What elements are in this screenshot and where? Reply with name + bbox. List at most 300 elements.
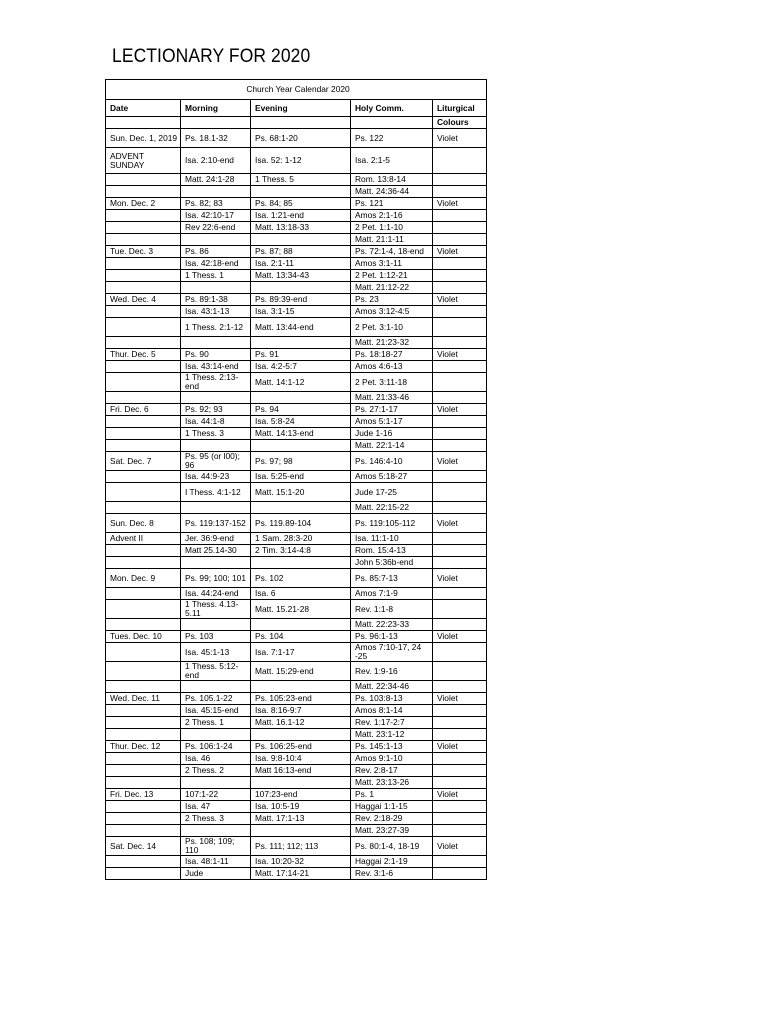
date-cell (106, 282, 181, 294)
morning-cell: Ps. 18.1-32 (181, 129, 251, 148)
evening-cell: Isa. 3:1-15 (251, 306, 351, 318)
date-cell: Sun. Dec. 8 (106, 514, 181, 533)
colour-cell: Violet (433, 837, 487, 856)
morning-cell: I Thess. 4:1-12 (181, 483, 251, 502)
date-cell: Sun. Dec. 1, 2019 (106, 129, 181, 148)
evening-cell: Isa. 4:2-5:7 (251, 361, 351, 373)
date-cell (106, 174, 181, 186)
date-cell: Wed. Dec. 11 (106, 693, 181, 705)
table-row (106, 837, 487, 856)
morning-cell: Isa. 44:1-8 (181, 416, 251, 428)
colour-cell: Violet (433, 693, 487, 705)
evening-cell: Isa. 5:8-24 (251, 416, 351, 428)
colour-cell: Violet (433, 569, 487, 588)
evening-cell: Isa. 5:25-end (251, 471, 351, 483)
evening-cell (251, 825, 351, 837)
morning-cell: Ps. 90 (181, 349, 251, 361)
subheader-row (106, 117, 487, 129)
morning-cell (181, 681, 251, 693)
holy-comm-cell: Matt. 22:1-14 (351, 440, 433, 452)
table-row (106, 428, 487, 440)
holy-comm-cell: Isa. 11:1-10 (351, 533, 433, 545)
holy-comm-cell: Amos 2:1-16 (351, 210, 433, 222)
table-row (106, 361, 487, 373)
date-cell (106, 392, 181, 404)
morning-cell: 1 Thess. 5:12-end (181, 662, 251, 681)
table-row (106, 440, 487, 452)
table-row (106, 705, 487, 717)
colour-cell (433, 619, 487, 631)
holy-comm-cell: Ps. 146:4-10 (351, 452, 433, 471)
holy-comm-cell: Matt. 23:13-26 (351, 777, 433, 789)
table-row (106, 222, 487, 234)
colour-cell (433, 306, 487, 318)
evening-cell: Isa. 2:1-11 (251, 258, 351, 270)
subheader-blank (251, 117, 351, 129)
evening-cell: Matt. 14:1-12 (251, 373, 351, 392)
morning-cell: Ps. 108; 109; 110 (181, 837, 251, 856)
evening-cell: Matt. 15:1-20 (251, 483, 351, 502)
date-cell (106, 186, 181, 198)
table-row (106, 174, 487, 186)
evening-cell (251, 502, 351, 514)
table-row (106, 258, 487, 270)
table-row (106, 868, 487, 880)
date-cell (106, 318, 181, 337)
morning-cell: 1 Thess. 1 (181, 270, 251, 282)
evening-cell: Matt. 16.1-12 (251, 717, 351, 729)
morning-cell: Isa. 44:24-end (181, 588, 251, 600)
evening-cell: Matt. 17:1-13 (251, 813, 351, 825)
holy-comm-cell: 2 Pet. 3:1-10 (351, 318, 433, 337)
table-row (106, 600, 487, 619)
table-row (106, 643, 487, 662)
evening-cell: Matt. 15:29-end (251, 662, 351, 681)
morning-cell: Isa. 42:10-17 (181, 210, 251, 222)
colour-cell (433, 282, 487, 294)
holy-comm-cell: Rev. 1:1-8 (351, 600, 433, 619)
date-cell: Sat. Dec. 7 (106, 452, 181, 471)
evening-cell (251, 186, 351, 198)
holy-comm-cell: Ps. 23 (351, 294, 433, 306)
colour-cell: Violet (433, 789, 487, 801)
morning-cell: Isa. 43:1-13 (181, 306, 251, 318)
morning-cell: 2 Thess. 2 (181, 765, 251, 777)
table-row (106, 306, 487, 318)
evening-cell: Isa. 9:8-10:4 (251, 753, 351, 765)
evening-cell (251, 729, 351, 741)
holy-comm-cell: Amos 5:1-17 (351, 416, 433, 428)
morning-cell: Matt 25.14-30 (181, 545, 251, 557)
date-cell (106, 753, 181, 765)
colour-cell (433, 717, 487, 729)
morning-cell: Isa. 47 (181, 801, 251, 813)
colour-cell (433, 765, 487, 777)
holy-comm-cell: Ps. 80:1-4, 18-19 (351, 837, 433, 856)
colour-cell: Violet (433, 452, 487, 471)
colour-cell (433, 210, 487, 222)
holy-comm-cell: Amos 3:12-4:5 (351, 306, 433, 318)
colour-cell: Violet (433, 741, 487, 753)
holy-comm-cell: Amos 3:1-11 (351, 258, 433, 270)
morning-cell: Isa. 48:1-11 (181, 856, 251, 868)
table-row (106, 270, 487, 282)
table-row (106, 318, 487, 337)
morning-cell: 1 Thess. 2:1-12 (181, 318, 251, 337)
table-row (106, 234, 487, 246)
holy-comm-cell: Matt. 22:15-22 (351, 502, 433, 514)
evening-cell (251, 557, 351, 569)
date-cell (106, 222, 181, 234)
header-liturgical: Liturgical (433, 100, 487, 117)
holy-comm-cell: Ps. 145:1-13 (351, 741, 433, 753)
table-row (106, 533, 487, 545)
holy-comm-cell: Amos 7:10-17, 24 -25 (351, 643, 433, 662)
evening-cell: Ps. 111; 112; 113 (251, 837, 351, 856)
morning-cell (181, 825, 251, 837)
colour-cell (433, 753, 487, 765)
colour-cell: Violet (433, 349, 487, 361)
holy-comm-cell: Ps. 1 (351, 789, 433, 801)
morning-cell: Rev 22:6-end (181, 222, 251, 234)
colour-cell (433, 545, 487, 557)
header-evening: Evening (251, 100, 351, 117)
holy-comm-cell: John 5:36b-end (351, 557, 433, 569)
colour-cell (433, 416, 487, 428)
evening-cell: Isa. 10:5-19 (251, 801, 351, 813)
evening-cell: 1 Sam. 28:3-20 (251, 533, 351, 545)
table-row (106, 373, 487, 392)
morning-cell: Jer. 36:9-end (181, 533, 251, 545)
colour-cell (433, 337, 487, 349)
date-cell (106, 588, 181, 600)
evening-cell: Matt. 13:18-33 (251, 222, 351, 234)
evening-cell: Ps. 89:39-end (251, 294, 351, 306)
colour-cell (433, 662, 487, 681)
table-row (106, 349, 487, 361)
table-row (106, 246, 487, 258)
morning-cell: Isa. 43:14-end (181, 361, 251, 373)
morning-cell: Matt. 24:1-28 (181, 174, 251, 186)
holy-comm-cell: 2 Pet. 1:12-21 (351, 270, 433, 282)
morning-cell: Isa. 45:15-end (181, 705, 251, 717)
table-row (106, 452, 487, 471)
morning-cell: Isa. 42:18-end (181, 258, 251, 270)
subheader-blank (181, 117, 251, 129)
date-cell (106, 428, 181, 440)
table-row (106, 416, 487, 428)
morning-cell (181, 729, 251, 741)
holy-comm-cell: Rev. 2:18-29 (351, 813, 433, 825)
table-row (106, 693, 487, 705)
colour-cell: Violet (433, 129, 487, 148)
table-row (106, 789, 487, 801)
header-row (106, 100, 487, 117)
date-cell: Mon. Dec. 9 (106, 569, 181, 588)
morning-cell: Ps. 95 (or l00); 96 (181, 452, 251, 471)
table-row (106, 753, 487, 765)
morning-cell (181, 619, 251, 631)
table-row (106, 148, 487, 174)
evening-cell: Isa. 1:21-end (251, 210, 351, 222)
date-cell (106, 729, 181, 741)
colour-cell: Violet (433, 514, 487, 533)
evening-cell: Ps. 97; 98 (251, 452, 351, 471)
date-cell (106, 643, 181, 662)
holy-comm-cell: Amos 5:18-27 (351, 471, 433, 483)
morning-cell: 1 Thess. 4.13-5.11 (181, 600, 251, 619)
morning-cell: Ps. 105.1-22 (181, 693, 251, 705)
colour-cell (433, 373, 487, 392)
colour-cell (433, 825, 487, 837)
colour-cell (433, 729, 487, 741)
holy-comm-cell: Isa. 2:1-5 (351, 148, 433, 174)
colour-cell (433, 483, 487, 502)
date-cell: Fri. Dec. 13 (106, 789, 181, 801)
morning-cell: Isa. 46 (181, 753, 251, 765)
date-cell (106, 373, 181, 392)
holy-comm-cell: Ps. 103:8-13 (351, 693, 433, 705)
holy-comm-cell: Ps. 119:105-112 (351, 514, 433, 533)
subheader-blank (106, 117, 181, 129)
table-row (106, 210, 487, 222)
table-row (106, 741, 487, 753)
evening-cell: Ps. 104 (251, 631, 351, 643)
table-row (106, 404, 487, 416)
date-cell (106, 337, 181, 349)
evening-cell (251, 440, 351, 452)
holy-comm-cell: Matt. 21:23-32 (351, 337, 433, 349)
header-morning: Morning (181, 100, 251, 117)
table-row (106, 813, 487, 825)
morning-cell: 1 Thess. 2:13-end (181, 373, 251, 392)
colour-cell (433, 222, 487, 234)
evening-cell: Isa. 7:1-17 (251, 643, 351, 662)
colour-cell (433, 588, 487, 600)
colour-cell (433, 392, 487, 404)
lectionary-table-container (105, 79, 486, 880)
evening-cell: Matt. 13:44-end (251, 318, 351, 337)
holy-comm-cell: Rev. 1:9-16 (351, 662, 433, 681)
evening-cell: Matt. 13:34-43 (251, 270, 351, 282)
colour-cell: Violet (433, 294, 487, 306)
date-cell (106, 681, 181, 693)
table-row (106, 502, 487, 514)
holy-comm-cell: Amos 4:6-13 (351, 361, 433, 373)
colour-cell (433, 186, 487, 198)
header-colours: Colours (433, 117, 487, 129)
date-cell (106, 868, 181, 880)
date-cell (106, 619, 181, 631)
morning-cell (181, 337, 251, 349)
date-cell: ADVENT SUNDAY (106, 148, 181, 174)
page-title: LECTIONARY FOR 2020 (112, 46, 311, 67)
morning-cell: Ps. 86 (181, 246, 251, 258)
colour-cell (433, 428, 487, 440)
colour-cell (433, 777, 487, 789)
morning-cell: Ps. 99; 100; 101 (181, 569, 251, 588)
holy-comm-cell: Ps. 122 (351, 129, 433, 148)
evening-cell: Matt 16:13-end (251, 765, 351, 777)
colour-cell (433, 148, 487, 174)
date-cell (106, 210, 181, 222)
holy-comm-cell: Ps. 27:1-17 (351, 404, 433, 416)
evening-cell: Ps. 94 (251, 404, 351, 416)
holy-comm-cell: Ps. 96:1-13 (351, 631, 433, 643)
evening-cell (251, 619, 351, 631)
holy-comm-cell: Jude 1-16 (351, 428, 433, 440)
colour-cell: Violet (433, 198, 487, 210)
colour-cell (433, 502, 487, 514)
morning-cell (181, 557, 251, 569)
date-cell (106, 306, 181, 318)
evening-cell (251, 234, 351, 246)
table-row (106, 801, 487, 813)
colour-cell (433, 856, 487, 868)
colour-cell: Violet (433, 631, 487, 643)
table-row (106, 569, 487, 588)
colour-cell: Violet (433, 404, 487, 416)
colour-cell (433, 801, 487, 813)
evening-cell: Ps. 106:25-end (251, 741, 351, 753)
evening-cell: Ps. 91 (251, 349, 351, 361)
table-caption: Church Year Calendar 2020 (106, 80, 487, 100)
date-cell (106, 801, 181, 813)
morning-cell (181, 777, 251, 789)
table-row (106, 282, 487, 294)
caption-row (106, 80, 487, 100)
table-row (106, 765, 487, 777)
date-cell (106, 856, 181, 868)
date-cell (106, 416, 181, 428)
colour-cell (433, 681, 487, 693)
morning-cell: 107:1-22 (181, 789, 251, 801)
table-row (106, 729, 487, 741)
holy-comm-cell: Rom. 13:8-14 (351, 174, 433, 186)
holy-comm-cell: Amos 7:1-9 (351, 588, 433, 600)
evening-cell: 1 Thess. 5 (251, 174, 351, 186)
morning-cell (181, 186, 251, 198)
evening-cell (251, 392, 351, 404)
morning-cell (181, 440, 251, 452)
colour-cell (433, 705, 487, 717)
colour-cell (433, 234, 487, 246)
table-row (106, 471, 487, 483)
holy-comm-cell: Rev. 3:1-6 (351, 868, 433, 880)
colour-cell (433, 813, 487, 825)
date-cell: Advent II (106, 533, 181, 545)
date-cell (106, 270, 181, 282)
evening-cell (251, 282, 351, 294)
evening-cell: Matt. 15.21-28 (251, 600, 351, 619)
colour-cell: Violet (433, 246, 487, 258)
holy-comm-cell: Matt. 21:12-22 (351, 282, 433, 294)
colour-cell (433, 557, 487, 569)
table-row (106, 545, 487, 557)
date-cell: Fri. Dec. 6 (106, 404, 181, 416)
morning-cell (181, 282, 251, 294)
holy-comm-cell: 2 Pet. 1:1-10 (351, 222, 433, 234)
evening-cell: Isa. 10:20-32 (251, 856, 351, 868)
morning-cell: Ps. 82; 83 (181, 198, 251, 210)
table-row (106, 856, 487, 868)
date-cell (106, 662, 181, 681)
morning-cell: Ps. 92; 93 (181, 404, 251, 416)
holy-comm-cell: Matt. 23:27-39 (351, 825, 433, 837)
date-cell (106, 258, 181, 270)
colour-cell (433, 361, 487, 373)
holy-comm-cell: Ps. 121 (351, 198, 433, 210)
evening-cell: Isa. 52: 1-12 (251, 148, 351, 174)
table-row (106, 557, 487, 569)
evening-cell: Ps. 102 (251, 569, 351, 588)
table-row (106, 294, 487, 306)
evening-cell: 2 Tim. 3:14-4:8 (251, 545, 351, 557)
evening-cell: Ps. 105:23-end (251, 693, 351, 705)
evening-cell: Ps. 119.89-104 (251, 514, 351, 533)
date-cell (106, 705, 181, 717)
holy-comm-cell: Rom. 15:4-13 (351, 545, 433, 557)
header-date: Date (106, 100, 181, 117)
evening-cell: 107:23-end (251, 789, 351, 801)
colour-cell (433, 868, 487, 880)
holy-comm-cell: Matt. 21:1-11 (351, 234, 433, 246)
date-cell (106, 557, 181, 569)
date-cell: Sat. Dec. 14 (106, 837, 181, 856)
evening-cell (251, 777, 351, 789)
morning-cell: Isa. 45:1-13 (181, 643, 251, 662)
date-cell (106, 234, 181, 246)
morning-cell: Ps. 106:1-24 (181, 741, 251, 753)
morning-cell: Ps. 103 (181, 631, 251, 643)
table-row (106, 198, 487, 210)
table-row (106, 129, 487, 148)
holy-comm-cell: Matt. 22:34-46 (351, 681, 433, 693)
morning-cell: Isa. 2:10-end (181, 148, 251, 174)
holy-comm-cell: Ps. 18:18-27 (351, 349, 433, 361)
holy-comm-cell: Ps. 85:7-13 (351, 569, 433, 588)
morning-cell: 2 Thess. 1 (181, 717, 251, 729)
table-row (106, 337, 487, 349)
date-cell (106, 825, 181, 837)
morning-cell (181, 392, 251, 404)
date-cell (106, 777, 181, 789)
holy-comm-cell: Rev. 2:8-17 (351, 765, 433, 777)
evening-cell (251, 681, 351, 693)
evening-cell: Ps. 87; 88 (251, 246, 351, 258)
morning-cell: 2 Thess. 3 (181, 813, 251, 825)
holy-comm-cell: Matt. 22:23-33 (351, 619, 433, 631)
morning-cell: 1 Thess. 3 (181, 428, 251, 440)
evening-cell: Isa. 8:16-9:7 (251, 705, 351, 717)
holy-comm-cell: Haggai 1:1-15 (351, 801, 433, 813)
evening-cell: Isa. 6 (251, 588, 351, 600)
table-row (106, 631, 487, 643)
date-cell: Tues. Dec. 10 (106, 631, 181, 643)
evening-cell: Ps. 68:1-20 (251, 129, 351, 148)
subheader-blank (351, 117, 433, 129)
date-cell (106, 361, 181, 373)
header-holy-comm: Holy Comm. (351, 100, 433, 117)
colour-cell (433, 600, 487, 619)
holy-comm-cell: Haggai 2:1-19 (351, 856, 433, 868)
colour-cell (433, 533, 487, 545)
date-cell (106, 440, 181, 452)
table-row (106, 392, 487, 404)
holy-comm-cell: Amos 9:1-10 (351, 753, 433, 765)
table-row (106, 717, 487, 729)
colour-cell (433, 270, 487, 282)
